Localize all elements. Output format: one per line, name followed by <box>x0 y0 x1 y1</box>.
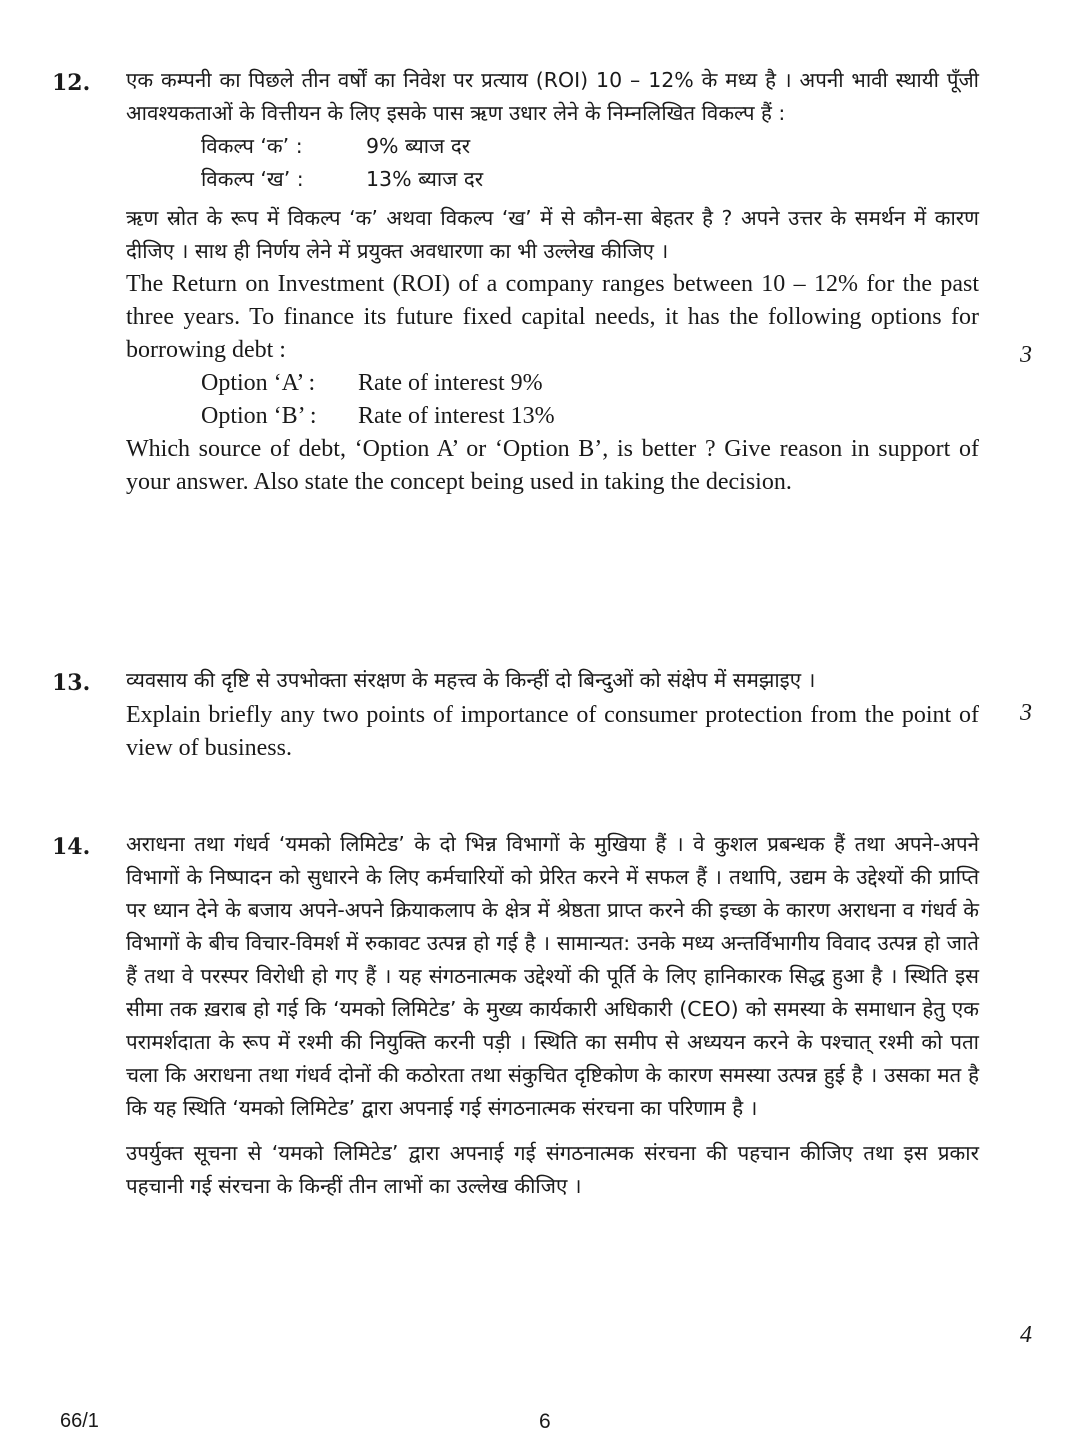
question-13-marks: 3 <box>1020 700 1032 726</box>
option-value: Rate of interest 13% <box>358 403 555 429</box>
question-12-english-question: Which source of debt, ‘Option A’ or ‘Option B’, is better ? Give reason in support of your answer. Also state the concept being used in taking the decision. <box>126 436 979 495</box>
question-14-marks: 4 <box>1020 1322 1032 1348</box>
question-number: 12. <box>52 70 91 96</box>
question-14-hindi-paragraph: अराधना तथा गंधर्व ‘यमको लिमिटेड’ के दो भिन्न विभागों के मुखिया हैं । वे कुशल प्रबन्धक हैं तथा अपने-अपने विभागों के निष्पादन को सुधारने के लिए कर्मचारियों को प्रेरित करने में सफल हैं । तथापि, उद्यम के उद्देश्यों की प्राप्ति पर ध्यान देने के बजाय अपने-अपने क्रियाकलाप के क्षेत्र में श्रेष्ठता प्राप्त करने की इच्छा के कारण अराधना व गंधर्व के विभागों के बीच विचार-विमर्श में रुकावट उत्पन्न हो गई है । सामान्यत: उनके मध्य अन्तर्विभागीय विवाद उत्पन्न हो जाते हैं तथा वे परस्पर विरोधी हो गए हैं । यह संगठनात्मक उद्देश्यों की पूर्ति के लिए हानिकारक सिद्ध हुआ है । स्थिति इस सीमा तक ख़राब हो गई कि ‘यमको लिमिटेड’ के मुख्य कार्यकारी अधिकारी (CEO) को समस्या के समाधान हेतु एक परामर्शदाता के रूप में रश्मी की नियुक्ति करनी पड़ी । स्थिति का समीप से अध्ययन करने के पश्चात् रश्मी को पता चला कि अराधना तथा गंधर्व दोनों की कठोरता तथा संकुचित दृष्टिकोण के कारण समस्या उत्पन्न हुई है । उसका मत है कि यह स्थिति ‘यमको लिमिटेड’ द्वारा अपनाई गई संगठनात्मक संरचना का परिणाम है । <box>126 832 979 1120</box>
question-12-hindi-question: ऋण स्रोत के रूप में विकल्प ‘क’ अथवा विकल्प ‘ख’ में से कौन-सा बेहतर है ? अपने उत्तर के समर्थन में कारण दीजिए । साथ ही निर्णय लेने में प्रयुक्त अवधारणा का भी उल्लेख कीजिए । <box>126 206 979 263</box>
option-value: Rate of interest 9% <box>358 370 543 396</box>
hindi-option-b <box>126 163 979 196</box>
option-label: विकल्प ‘ख’ : <box>201 167 304 191</box>
question-12-english-intro: The Return on Investment (ROI) of a company ranges between 10 – 12% for the past three years. To finance its future fixed capital needs, it has the following options for borrowing debt : <box>126 271 979 363</box>
page-number: 6 <box>539 1410 551 1433</box>
english-option-a <box>126 367 979 400</box>
question-12-marks: 3 <box>1020 342 1032 368</box>
question-13-english: Explain briefly any two points of importance of consumer protection from the point of view of business. <box>126 702 979 761</box>
hindi-option-a <box>126 130 979 163</box>
question-number: 14. <box>52 834 91 860</box>
question-13 <box>126 664 979 765</box>
question-12-hindi-intro: एक कम्पनी का पिछले तीन वर्षों का निवेश पर प्रत्याय (ROI) 10 – 12% के मध्य है । अपनी भावी स्थायी पूँजी आवश्यकताओं के वित्तीयन के लिए इसके पास ऋण उधार लेने के निम्नलिखित विकल्प हैं : <box>126 68 979 125</box>
option-value: 13% ब्याज दर <box>366 167 484 191</box>
option-label: Option ‘B’ : <box>201 403 317 429</box>
option-label: Option ‘A’ : <box>201 370 316 396</box>
option-label: विकल्प ‘क’ : <box>201 134 303 158</box>
english-option-b <box>126 400 979 433</box>
question-12 <box>126 64 979 499</box>
option-value: 9% ब्याज दर <box>366 134 471 158</box>
paper-code: 66/1 <box>60 1410 99 1432</box>
question-13-hindi: व्यवसाय की दृष्टि से उपभोक्ता संरक्षण के महत्त्व के किन्हीं दो बिन्दुओं को संक्षेप में समझाइए । <box>126 668 816 692</box>
question-14-hindi-question: उपर्युक्त सूचना से ‘यमको लिमिटेड’ द्वारा अपनाई गई संगठनात्मक संरचना की पहचान कीजिए तथा इस प्रकार पहचानी गई संरचना के किन्हीं तीन लाभों का उल्लेख कीजिए । <box>126 1141 979 1198</box>
question-14 <box>126 828 979 1203</box>
question-number: 13. <box>52 670 91 696</box>
